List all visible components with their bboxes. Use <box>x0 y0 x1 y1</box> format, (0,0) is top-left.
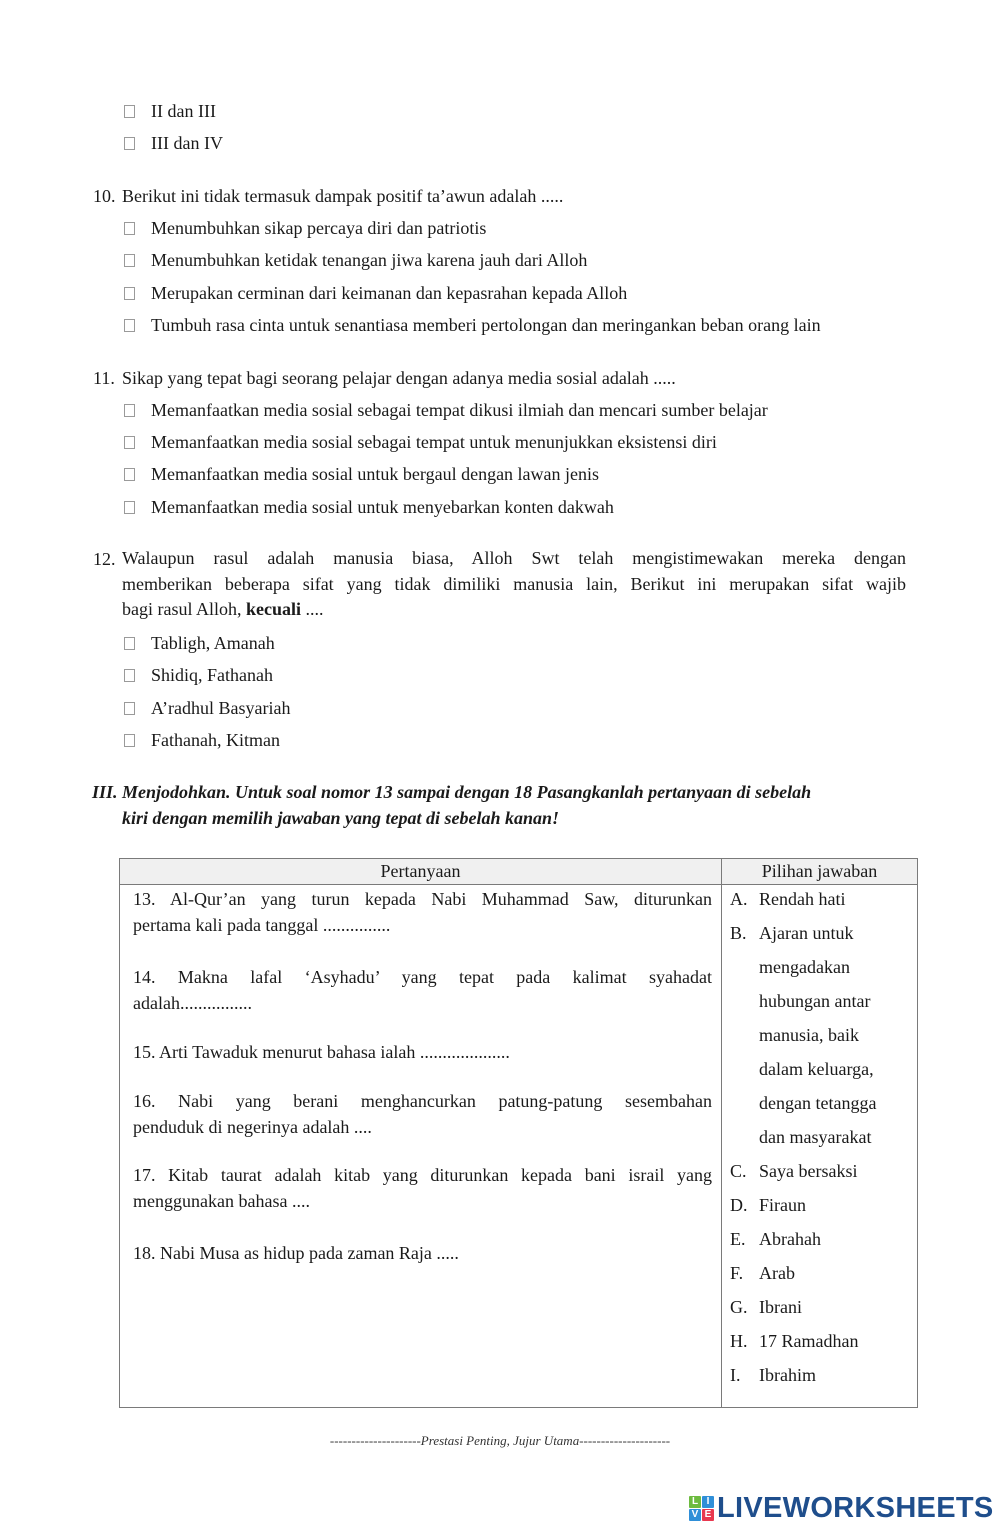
option-label: Menumbuhkan sikap percaya diri dan patriotis <box>151 218 487 238</box>
answer-letter: H. <box>730 1331 748 1351</box>
answer-text: dan masyarakat <box>759 1127 872 1147</box>
matching-question-14[interactable] <box>133 964 712 1016</box>
option-label: Memanfaatkan media sosial sebagai tempat dikusi ilmiah dan mencari sumber belajar <box>151 400 768 420</box>
answer-text: Arab <box>759 1263 795 1283</box>
option-label: II dan III <box>151 101 216 121</box>
question-number: 10. <box>93 186 116 206</box>
q12-option-c[interactable] <box>124 696 290 720</box>
answer-a[interactable] <box>730 882 845 916</box>
question-text-line <box>122 599 324 619</box>
liveworksheets-logo <box>689 1494 994 1522</box>
question-line: penduduk di negerinya adalah .... <box>133 1117 372 1137</box>
answer-letter: F. <box>730 1263 744 1283</box>
checkbox[interactable] <box>124 105 135 118</box>
q11-option-a[interactable] <box>124 398 768 422</box>
header-answers: Pilihan jawaban <box>761 861 878 881</box>
matching-question-16[interactable] <box>133 1088 712 1140</box>
logo-tile: I <box>702 1496 714 1508</box>
question-line: 16. Nabi yang berani menghancurkan patung-patung sesembahan <box>133 1091 712 1111</box>
option-label: Merupakan cerminan dari keimanan dan kepasrahan kepada Alloh <box>151 283 628 303</box>
answer-text: Saya bersaksi <box>759 1161 858 1181</box>
question-line: 14. Makna lafal ‘Asyhadu’ yang tepat pada kalimat syahadat <box>133 967 712 987</box>
option-label: Tumbuh rasa cinta untuk senantiasa memberi pertolongan dan meringankan beban orang lain <box>151 315 821 335</box>
checkbox[interactable] <box>124 468 135 481</box>
answer-e[interactable] <box>730 1222 821 1256</box>
matching-question-17[interactable] <box>133 1162 712 1214</box>
q9-option-d[interactable] <box>124 131 223 155</box>
answer-letter: B. <box>730 923 747 943</box>
answer-letter: A. <box>730 889 748 909</box>
question-number: 11. <box>93 368 115 388</box>
answer-letter: E. <box>730 1229 746 1249</box>
question-text-line: memberikan beberapa sifat yang tidak dimiliki manusia lain, Berikut ini merupakan sifat wajib <box>122 573 906 594</box>
answer-b[interactable] <box>730 916 876 1154</box>
answer-text: Abrahah <box>759 1229 821 1249</box>
emphasis-kecuali: kecuali <box>246 599 302 619</box>
q12-option-a[interactable] <box>124 631 275 655</box>
header-questions: Pertanyaan <box>380 861 461 881</box>
answer-text: dengan tetangga <box>759 1093 877 1113</box>
answer-letter: G. <box>730 1297 748 1317</box>
checkbox[interactable] <box>124 436 135 449</box>
question-11 <box>93 366 676 390</box>
answer-text: Ibrani <box>759 1297 802 1317</box>
matching-question-15[interactable] <box>133 1039 712 1065</box>
question-12-number <box>93 547 122 571</box>
section-3-heading <box>92 779 907 831</box>
checkbox[interactable] <box>124 137 135 150</box>
question-line: menggunakan bahasa .... <box>133 1191 310 1211</box>
question-line: adalah................ <box>133 993 252 1013</box>
checkbox[interactable] <box>124 222 135 235</box>
option-label: A’radhul Basyariah <box>151 698 291 718</box>
matching-question-13[interactable] <box>133 886 712 938</box>
answer-i[interactable] <box>730 1358 816 1392</box>
question-10 <box>93 184 563 208</box>
option-label: Shidiq, Fathanah <box>151 665 273 685</box>
checkbox[interactable] <box>124 637 135 650</box>
q12-option-b[interactable] <box>124 663 273 687</box>
checkbox[interactable] <box>124 404 135 417</box>
answer-text: manusia, baik <box>759 1025 859 1045</box>
answer-h[interactable] <box>730 1324 858 1358</box>
q11-option-c[interactable] <box>124 462 599 486</box>
q10-option-b[interactable] <box>124 248 587 272</box>
option-label: Memanfaatkan media sosial untuk bergaul dengan lawan jenis <box>151 464 600 484</box>
section-instruction-line: kiri dengan memilih jawaban yang tepat di sebelah kanan! <box>122 808 560 828</box>
option-label: Memanfaatkan media sosial sebagai tempat untuk menunjukkan eksistensi diri <box>151 432 717 452</box>
question-line: pertama kali pada tanggal ............... <box>133 915 391 935</box>
question-line: 17. Kitab taurat adalah kitab yang diturunkan kepada bani israil yang <box>133 1165 712 1185</box>
answer-d[interactable] <box>730 1188 806 1222</box>
q10-option-a[interactable] <box>124 216 486 240</box>
option-label: III dan IV <box>151 133 223 153</box>
answer-g[interactable] <box>730 1290 802 1324</box>
checkbox[interactable] <box>124 669 135 682</box>
matching-table <box>119 858 918 1408</box>
question-12-text <box>122 546 906 623</box>
option-label: Memanfaatkan media sosial untuk menyebarkan konten dakwah <box>151 497 614 517</box>
answer-f[interactable] <box>730 1256 795 1290</box>
checkbox[interactable] <box>124 319 135 332</box>
checkbox[interactable] <box>124 287 135 300</box>
section-instruction-line: Menjodohkan. Untuk soal nomor 13 sampai dengan 18 Pasangkanlah pertanyaan di sebelah <box>122 782 812 802</box>
option-label: Tabligh, Amanah <box>151 633 275 653</box>
answer-letter: D. <box>730 1195 748 1215</box>
option-label: Fathanah, Kitman <box>151 730 280 750</box>
logo-text: LIVEWORKSHEETS <box>717 1492 994 1524</box>
answer-text: 17 Ramadhan <box>759 1331 859 1351</box>
question-text-segment: .... <box>301 599 324 619</box>
answer-text: mengadakan <box>759 957 850 977</box>
column-divider <box>721 859 722 1407</box>
footer-motto: ---------------------Prestasi Penting, Jujur Utama--------------------- <box>329 1433 671 1448</box>
answer-c[interactable] <box>730 1154 857 1188</box>
answer-text: Ajaran untuk <box>759 923 854 943</box>
question-text-line: Walaupun rasul adalah manusia biasa, Alloh Swt telah mengistimewakan mereka dengan <box>122 548 906 568</box>
answer-letter: I. <box>730 1365 741 1385</box>
checkbox[interactable] <box>124 254 135 267</box>
answer-text: dalam keluarga, <box>759 1059 874 1079</box>
answer-text: Ibrahim <box>759 1365 816 1385</box>
checkbox[interactable] <box>124 702 135 715</box>
question-line: 13. Al-Qur’an yang turun kepada Nabi Muhammad Saw, diturunkan <box>133 889 712 909</box>
answer-text: hubungan antar <box>759 991 871 1011</box>
q11-option-b[interactable] <box>124 430 717 454</box>
question-line: 18. Nabi Musa as hidup pada zaman Raja ..... <box>133 1243 459 1263</box>
logo-tile: L <box>689 1496 701 1508</box>
checkbox[interactable] <box>124 501 135 514</box>
matching-question-18[interactable] <box>133 1240 712 1266</box>
option-label: Menumbuhkan ketidak tenangan jiwa karena jauh dari Alloh <box>151 250 588 270</box>
question-text: Sikap yang tepat bagi seorang pelajar dengan adanya media sosial adalah ..... <box>122 368 676 388</box>
q10-option-d[interactable] <box>124 313 821 337</box>
question-text: Berikut ini tidak termasuk dampak positif ta’awun adalah ..... <box>122 186 564 206</box>
q9-option-c[interactable] <box>124 99 216 123</box>
question-text-segment: bagi rasul Alloh, <box>122 599 246 619</box>
logo-tile: E <box>702 1509 714 1521</box>
answer-letter: C. <box>730 1161 747 1181</box>
question-line: 15. Arti Tawaduk menurut bahasa ialah .................... <box>133 1042 510 1062</box>
section-number: III. <box>92 782 118 802</box>
q12-option-d[interactable] <box>124 728 280 752</box>
question-number: 12. <box>93 549 116 569</box>
checkbox[interactable] <box>124 734 135 747</box>
answer-text: Rendah hati <box>759 889 846 909</box>
q10-option-c[interactable] <box>124 281 627 305</box>
logo-tiles-icon <box>689 1496 714 1521</box>
logo-tile: V <box>689 1509 701 1521</box>
answer-text: Firaun <box>759 1195 806 1215</box>
q11-option-d[interactable] <box>124 495 614 519</box>
